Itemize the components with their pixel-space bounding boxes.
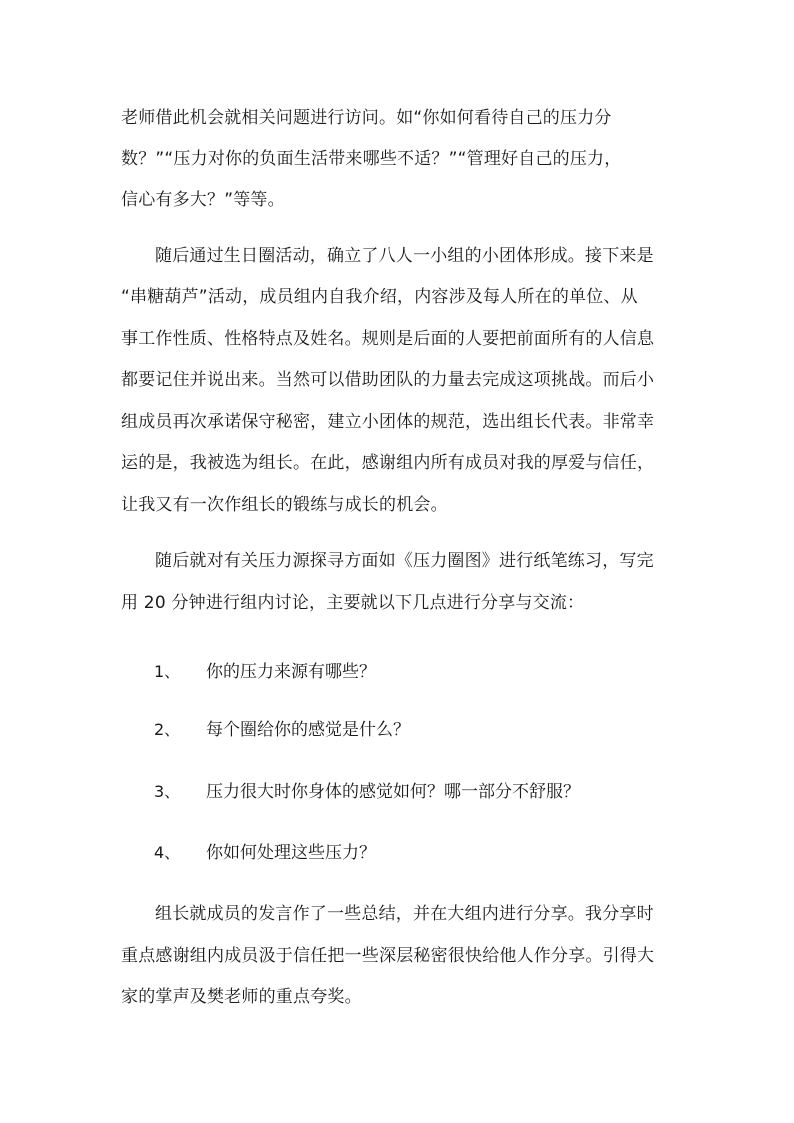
paragraph-2-line-1: 随后通过生日圈活动，确立了八人一小组的小团体形成。接下来是 bbox=[155, 246, 654, 266]
paragraph-2-line-5: 组成员再次承诺保守秘密，建立小团体的规范，选出组长代表。非常幸 bbox=[121, 412, 655, 432]
list-item-number: 1、 bbox=[154, 662, 181, 681]
list-item-text: 你的压力来源有哪些？ bbox=[206, 662, 376, 682]
paragraph-3-line-2: 用 20 分钟进行组内讨论，主要就以下几点进行分享与交流： bbox=[121, 593, 585, 613]
list-item-text: 你如何处理这些压力？ bbox=[206, 843, 376, 863]
list-item-text: 每个圈给你的感觉是什么？ bbox=[206, 720, 410, 740]
paragraph-4-line-3: 家的掌声及樊老师的重点夸奖。 bbox=[121, 987, 362, 1007]
list-item-text: 压力很大时你身体的感觉如何？哪一部分不舒服？ bbox=[206, 782, 580, 802]
paragraph-4-line-2: 重点感谢组内成员汲于信任把一些深层秘密很快给他人作分享。引得大 bbox=[121, 946, 655, 966]
paragraph-2-line-3: 事工作性质、性格特点及姓名。规则是后面的人要把前面所有的人信息 bbox=[121, 329, 655, 349]
list-item-number: 3、 bbox=[154, 782, 181, 801]
paragraph-1-line-1: 老师借此机会就相关问题进行访问。如“你如何看待自己的压力分 bbox=[121, 108, 612, 128]
paragraph-1-line-3: 信心有多大？”等等。 bbox=[121, 190, 285, 210]
list-item-number: 4、 bbox=[154, 843, 181, 862]
list-item-number: 2、 bbox=[154, 720, 181, 739]
paragraph-2-line-6: 运的是，我被选为组长。在此，感谢组内所有成员对我的厚爱与信任， bbox=[121, 453, 655, 473]
paragraph-4-line-1: 组长就成员的发言作了一些总结，并在大组内进行分享。我分享时 bbox=[155, 904, 654, 924]
paragraph-3-line-1: 随后就对有关压力源探寻方面如《压力圈图》进行纸笔练习，写完 bbox=[155, 551, 654, 571]
paragraph-2-line-2: “串糖葫芦”活动，成员组内自我介绍，内容涉及每人所在的单位、从 bbox=[121, 287, 638, 307]
paragraph-2-line-4: 都要记住并说出来。当然可以借助团队的力量去完成这项挑战。而后小 bbox=[121, 370, 655, 390]
paragraph-2-line-7: 让我又有一次作组长的锻练与成长的机会。 bbox=[121, 495, 448, 515]
paragraph-1-line-2: 数？”“压力对你的负面生活带来哪些不适？”“管理好自己的压力， bbox=[121, 149, 622, 169]
